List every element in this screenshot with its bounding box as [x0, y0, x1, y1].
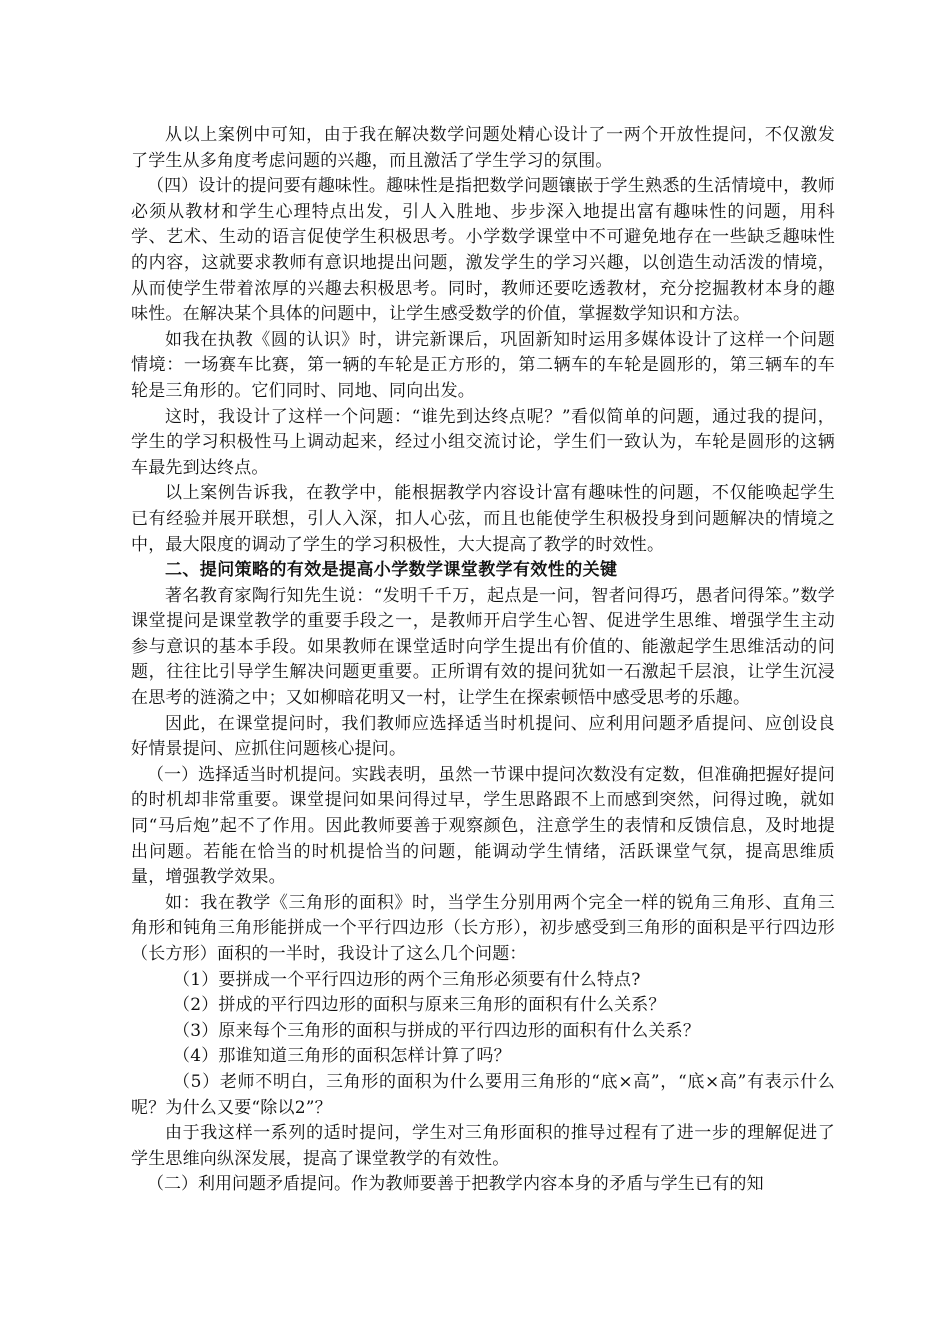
paragraph: 以上案例告诉我，在教学中，能根据教学内容设计富有趣味性的问题，不仅能唤起学生已有经验并展开联想，引人入深，扣人心弦，而且也能使学生积极投身到问题解决的情境之中，最大限度的调动了学生的学习积极性，大大提高了教学的时效性。	[131, 483, 835, 555]
section-lead: （四）设计的提问要有趣味性。	[147, 176, 387, 197]
paragraph-section-one	[131, 763, 835, 891]
paragraph: 从以上案例中可知，由于我在解决数学问题处精心设计了一两个开放性提问，不仅激发了学生从多角度考虑问题的兴趣，而且激活了学生学习的氛围。	[131, 125, 835, 171]
list-item: （5）老师不明白，三角形的面积为什么要用三角形的“底×高”，“底×高”有表示什么呢？为什么又要“除以2”？	[131, 1071, 835, 1118]
paragraph-text: 作为教师要善于把教学内容本身的矛盾与学生已有的知	[351, 1174, 764, 1195]
paragraph: 由于我这样一系列的适时提问，学生对三角形面积的推导过程有了进一步的理解促进了学生思维向纵深发展，提高了课堂教学的有效性。	[131, 1123, 835, 1169]
paragraph: 如：我在教学《三角形的面积》时，当学生分别用两个完全一样的锐角三角形、直角三角形和钝角三角形能拼成一个平行四边形（长方形），初步感受到三角形的面积是平行四边形（长方形）面积的一半时，我设计了这么几个问题：	[131, 892, 835, 964]
section-lead: （一）选择适当时机提问。	[147, 764, 352, 785]
paragraph: 著名教育家陶行知先生说：“发明千千万，起点是一问，智者问得巧，愚者问得笨。”数学课堂提问是课堂教学的重要手段之一，是教师开启学生心智、促进学生思维、增强学生主动参与意识的基本手段。如果教师在课堂适时向学生提出有价值的、能激起学生思维活动的问题，往往比引导学生解决问题更重要。正所谓有效的提问犹如一石激起千层浪，让学生沉浸在思考的涟漪之中；又如柳暗花明又一村，让学生在探索顿悟中感受思考的乐趣。	[131, 585, 835, 709]
list-item: （3）原来每个三角形的面积与拼成的平行四边形的面积有什么关系？	[173, 1020, 701, 1041]
paragraph-text: 实践表明，虽然一节课中提问次数没有定数，但准确把握好提问的时机却非常重要。课堂提问如果问得过早，学生思路跟不上而感到突然，问得过晚，就如同“马后炮”起不了作用。因此教师要善于观察颜色，注意学生的表情和反馈信息，及时地提出问题。若能在恰当的时机提恰当的问题，能调动学生情绪，活跃课堂气氛，提高思维质量，增强教学效果。	[131, 764, 836, 888]
paragraph: 因此，在课堂提问时，我们教师应选择适当时机提问、应利用问题矛盾提问、应创设良好情景提问、应抓住问题核心提问。	[131, 713, 835, 760]
section-heading: 二、提问策略的有效是提高小学数学课堂教学有效性的关键	[165, 560, 618, 581]
section-lead: （二）利用问题矛盾提问。	[147, 1174, 351, 1195]
list-item: （1）要拼成一个平行四边形的两个三角形必须要有什么特点?	[173, 969, 641, 990]
paragraph-section-two	[131, 1172, 835, 1198]
paragraph: 如我在执教《圆的认识》时，讲完新课后，巩固新知时运用多媒体设计了这样一个问题情境：一场赛车比赛，第一辆的车轮是正方形的，第二辆车的车轮是圆形的，第三辆车的车轮是三角形的。它们同时、同地、同向出发。	[131, 329, 835, 401]
list-item: （2）拼成的平行四边形的面积与原来三角形的面积有什么关系？	[173, 995, 666, 1016]
paragraph-section-four	[131, 174, 835, 328]
paragraph: 这时，我设计了这样一个问题：“谁先到达终点呢？”看似简单的问题，通过我的提问，学生的学习积极性马上调动起来，经过小组交流讨论，学生们一致认为，车轮是圆形的这辆车最先到达终点。	[131, 406, 835, 478]
list-item: （4）那谁知道三角形的面积怎样计算了吗？	[173, 1046, 511, 1067]
paragraph-text: 趣味性是指把数学问题镶嵌于学生熟悉的生活情境中，教师必须从教材和学生心理特点出发，引人入胜地、步步深入地提出富有趣味性的问题，用科学、艺术、生动的语言促使学生积极思考。小学数学课堂中不可避免地存在一些缺乏趣味性的内容，这就要求教师有意识地提出问题，激发学生的学习兴趣，以创造生动活泼的情境，从而使学生带着浓厚的兴趣去积极思考。同时，教师还要吃透教材，充分挖掘教材本身的趣味性。在解决某个具体的问题中，让学生感受数学的价值，掌握数学知识和方法。	[131, 176, 836, 325]
document-body	[131, 123, 835, 1198]
